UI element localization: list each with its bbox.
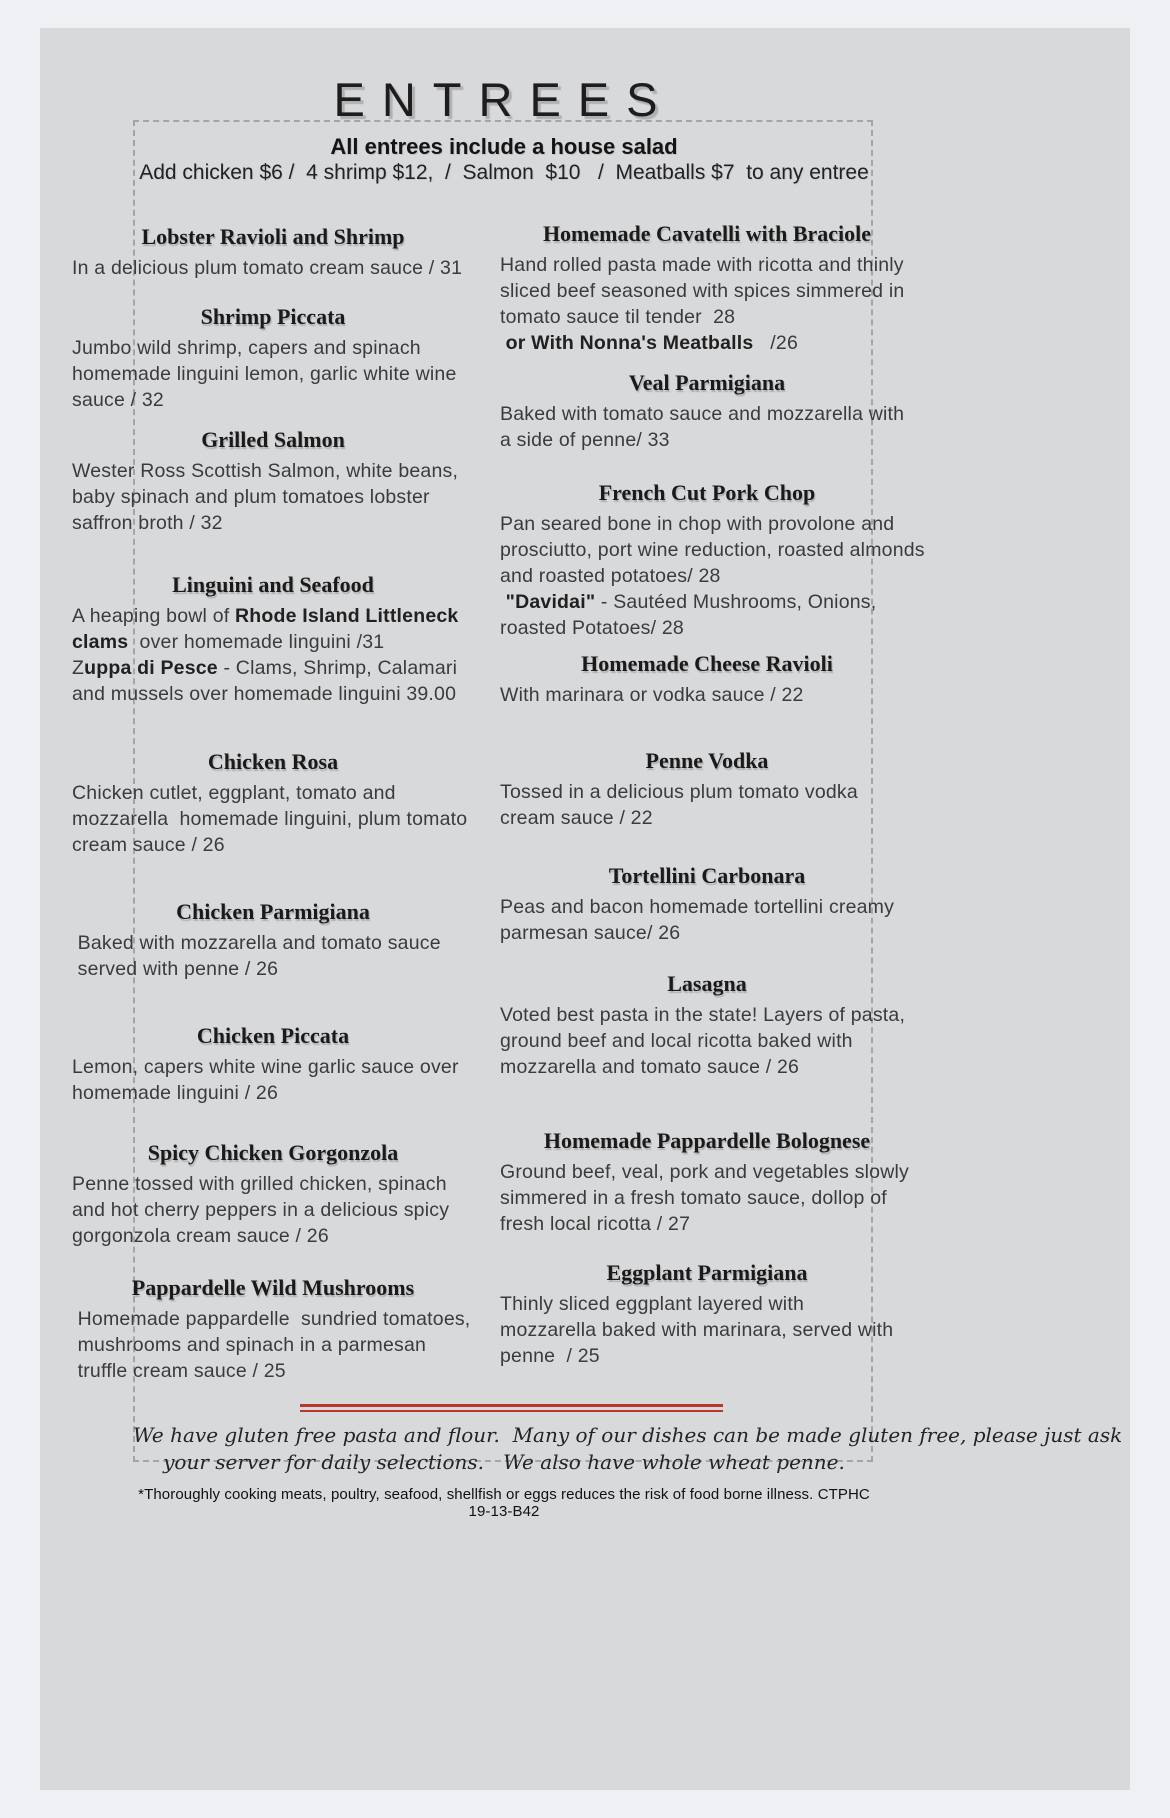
menu-item-name: Chicken Parmigiana — [176, 899, 370, 924]
menu-item-description: Baked with tomato sauce and mozzarella with a side of penne/ 33 — [500, 403, 905, 451]
menu-item-name: Shrimp Piccata — [200, 304, 346, 329]
menu-item-name: Spicy Chicken Gorgonzola — [147, 1140, 399, 1165]
menu-item-name: Grilled Salmon — [201, 427, 345, 452]
menu-item-name: Pappardelle Wild Mushrooms — [131, 1275, 415, 1300]
menu-item-tortellini-carbonara — [500, 862, 914, 946]
menu-item-name: Veal Parmigiana — [628, 370, 786, 395]
red-divider-line-bottom — [300, 1410, 723, 1412]
menu-item-cheese-ravioli — [500, 650, 914, 708]
menu-item-grilled-salmon — [72, 426, 474, 536]
menu-item-description: Pan seared bone in chop with provolone and prosciutto, port wine reduction, roasted almonds and roasted potatoes/ 28 "Davidai" - Sautéed Mushrooms, Onions, roasted Potatoes/ 28 — [500, 513, 925, 639]
menu-item-name: Lobster Ravioli and Shrimp — [141, 224, 405, 249]
menu-item-name: Eggplant Parmigiana — [606, 1260, 808, 1285]
red-divider — [300, 1404, 723, 1412]
menu-item-description: Peas and bacon homemade tortellini creamy parmesan sauce/ 26 — [500, 896, 895, 944]
menu-item-description: Ground beef, veal, pork and vegetables slowly simmered in a fresh tomato sauce, dollop of fresh local ricotta / 27 — [500, 1161, 909, 1235]
menu-item-veal-parmigiana — [500, 369, 914, 453]
menu-item-description: Penne tossed with grilled chicken, spinach and hot cherry peppers in a delicious spicy gorgonzola cream sauce / 26 — [72, 1173, 450, 1247]
menu-item-eggplant-parmigiana — [500, 1259, 914, 1369]
menu-item-description: Thinly sliced eggplant layered with mozzarella baked with marinara, served with penne / 25 — [500, 1293, 894, 1367]
menu-item-description: Baked with mozzarella and tomato sauce served with penne / 26 — [72, 932, 441, 980]
menu-item-pappardelle-bolognese — [500, 1127, 914, 1237]
menu-item-french-cut-pork-chop — [500, 479, 925, 641]
menu-item-description: A heaping bowl of Rhode Island Littleneck clams over homemade linguini /31 Zuppa di Pesce - Clams, Shrimp, Calamari and mussels over homemade linguini 39.00 — [72, 605, 459, 705]
menu-item-name: Chicken Rosa — [207, 749, 339, 774]
menu-item-description: Voted best pasta in the state! Layers of pasta, ground beef and local ricotta baked with mozzarella and tomato sauce / 26 — [500, 1004, 906, 1078]
menu-item-description: Tossed in a delicious plum tomato vodka cream sauce / 22 — [500, 781, 858, 829]
menu-item-description: Wester Ross Scottish Salmon, white beans, baby spinach and plum tomatoes lobster saffron broth / 32 — [72, 460, 459, 534]
menu-item-chicken-piccata — [72, 1022, 474, 1106]
menu-item-description: Jumbo wild shrimp, capers and spinach homemade linguini lemon, garlic white wine sauce / 32 — [72, 337, 457, 411]
menu-item-linguini-seafood — [72, 571, 474, 707]
menu-item-description: Hand rolled pasta made with ricotta and thinly sliced beef seasoned with spices simmered in tomato sauce til tender 28 or With Nonna's Meatballs /26 — [500, 254, 905, 354]
menu-item-lasagna — [500, 970, 914, 1080]
menu-item-lobster-ravioli — [72, 223, 474, 281]
menu-item-name: Homemade Cavatelli with Braciole — [542, 221, 872, 246]
menu-item-name: Homemade Pappardelle Bolognese — [543, 1128, 871, 1153]
menu-item-chicken-parmigiana — [72, 898, 474, 982]
menu-item-name: Linguini and Seafood — [172, 572, 374, 597]
menu-item-description: In a delicious plum tomato cream sauce / 31 — [72, 257, 463, 279]
menu-item-spicy-chicken-gorgonzola — [72, 1139, 474, 1249]
gluten-free-note-line2: your server for daily selections. We also have whole wheat penne. — [163, 1450, 845, 1474]
gluten-free-note-line1: We have gluten free pasta and flour. Many of our dishes can be made gluten free, please just ask — [133, 1423, 1123, 1447]
menu-item-name: Lasagna — [667, 971, 747, 996]
menu-item-description: Lemon, capers white wine garlic sauce over homemade linguini / 26 — [72, 1056, 459, 1104]
menu-item-name: Tortellini Carbonara — [608, 863, 806, 888]
menu-item-cavatelli-braciole — [500, 220, 914, 356]
gluten-free-note — [133, 1422, 1123, 1476]
menu-item-shrimp-piccata — [72, 303, 474, 413]
menu-item-description: Homemade pappardelle sundried tomatoes, mushrooms and spinach in a parmesan truffle cream sauce / 25 — [72, 1308, 471, 1382]
menu-item-name: French Cut Pork Chop — [598, 480, 816, 505]
page-title: ENTREES — [333, 73, 675, 126]
menu-item-description: Chicken cutlet, eggplant, tomato and mozzarella homemade linguini, plum tomato cream sauce / 26 — [72, 782, 468, 856]
menu-item-name: Chicken Piccata — [196, 1023, 350, 1048]
menu-item-name: Penne Vodka — [645, 748, 769, 773]
menu-item-pappardelle-wild-mushrooms — [72, 1274, 474, 1384]
menu-item-penne-vodka — [500, 747, 914, 831]
menu-item-chicken-rosa — [72, 748, 474, 858]
addons-line: Add chicken $6 / 4 shrimp $12, / Salmon $10 / Meatballs $7 to any entree — [139, 161, 869, 184]
house-salad-note: All entrees include a house salad — [330, 134, 678, 159]
menu-item-description: With marinara or vodka sauce / 22 — [500, 684, 804, 706]
menu-item-name: Homemade Cheese Ravioli — [581, 651, 833, 676]
red-divider-line-top — [300, 1404, 723, 1407]
food-safety-disclaimer: *Thoroughly cooking meats, poultry, seafood, shellfish or eggs reduces the risk of food borne illness. CTPHC 19-13-B42 — [138, 1486, 870, 1520]
